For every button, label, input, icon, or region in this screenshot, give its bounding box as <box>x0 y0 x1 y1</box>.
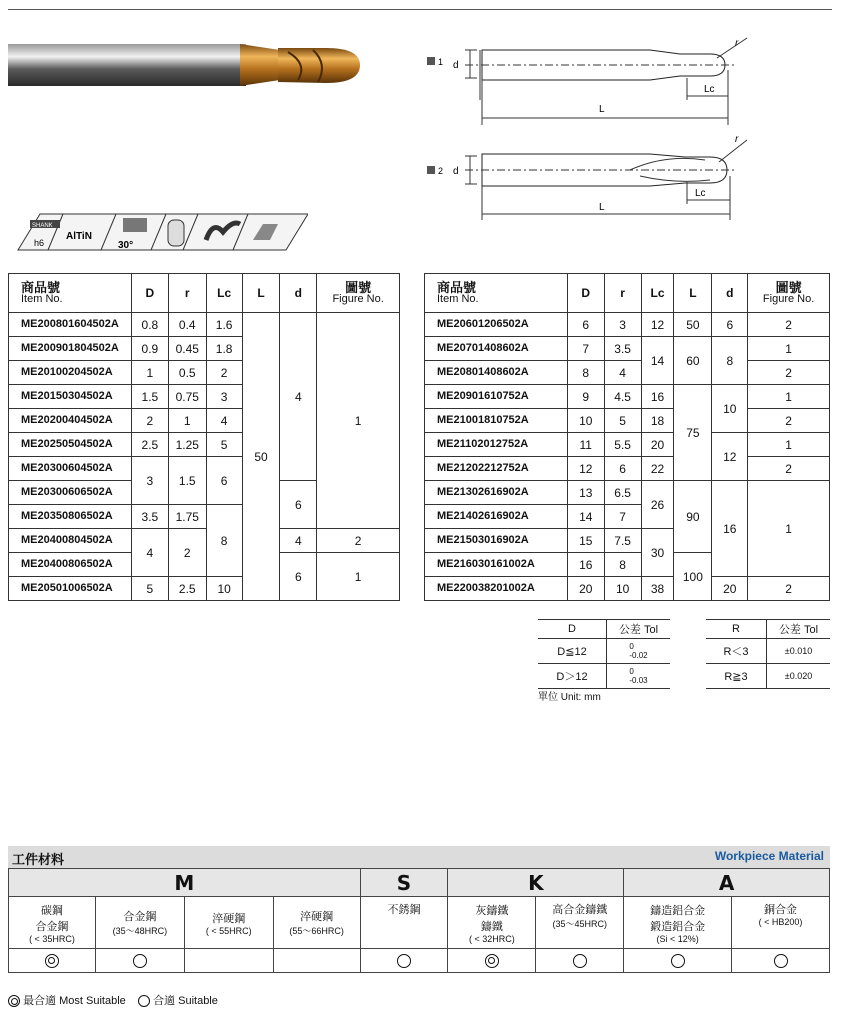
suitability-cell <box>448 949 536 973</box>
tol-D-cond: D＞12 <box>538 664 607 689</box>
fig2-marker <box>427 166 435 174</box>
D-cell: 16 <box>567 553 604 577</box>
D-cell: 3.5 <box>131 505 168 529</box>
d-cell: 6 <box>280 481 317 529</box>
header-item: 商品號 Item No. <box>425 274 568 313</box>
D-cell: 2.5 <box>131 433 168 457</box>
d-cell: 12 <box>712 433 748 481</box>
Lc-cell: 16 <box>641 385 674 409</box>
tol-D-cond: D≦12 <box>538 639 607 664</box>
header-r: r <box>604 274 641 313</box>
tol-R-header2: 公差 Tol <box>767 620 831 639</box>
d-cell: 8 <box>712 337 748 385</box>
h6-label: h6 <box>34 238 45 248</box>
r-cell: 1.75 <box>168 505 206 529</box>
d-cell: 6 <box>712 313 748 337</box>
Lc-cell: 14 <box>641 337 674 385</box>
L-cell: 50 <box>242 313 280 601</box>
D-cell: 1.5 <box>131 385 168 409</box>
tol-R-header: R <box>706 620 767 639</box>
suitability-cell <box>95 949 184 973</box>
L-cell: 50 <box>674 313 712 337</box>
r-cell: 6 <box>604 457 641 481</box>
header-d: d <box>280 274 317 313</box>
item-cell: ME20100204502A <box>9 361 132 385</box>
d-dim-1: d <box>453 60 459 71</box>
group-M: M <box>9 869 361 897</box>
tol-R-cond: R＜3 <box>706 639 767 664</box>
D-cell: 20 <box>567 577 604 601</box>
material-col: 碳鋼 合金鋼 ( < 35HRC) <box>9 897 96 949</box>
material-names-row <box>9 897 830 949</box>
Lc-cell: 18 <box>641 409 674 433</box>
item-cell: ME20400804502A <box>9 529 132 553</box>
angle-label: 30° <box>118 240 134 251</box>
material-col: 淬硬鋼 (55～66HRC) <box>273 897 360 949</box>
header-item: 商品號 Item No. <box>9 274 132 313</box>
material-col: 不銹鋼 <box>360 897 448 949</box>
item-cell: ME20400806502A <box>9 553 132 577</box>
fig-cell: 2 <box>748 457 830 481</box>
item-cell: ME20701408602A <box>425 337 568 361</box>
legend-most: 最合適 Most Suitable <box>23 995 126 1007</box>
D-cell: 10 <box>567 409 604 433</box>
r-cell: 1 <box>168 409 206 433</box>
Lc-cell: 8 <box>206 505 242 577</box>
Lc-dim-1: Lc <box>704 84 715 95</box>
D-cell: 2 <box>131 409 168 433</box>
fig-cell: 2 <box>317 529 400 553</box>
Lc-cell: 10 <box>206 577 242 601</box>
fig-cell: 2 <box>748 313 830 337</box>
fig-cell: 2 <box>748 361 830 385</box>
D-cell: 5 <box>131 577 168 601</box>
material-header <box>8 846 830 868</box>
item-cell: ME20300606502A <box>9 481 132 505</box>
r-cell: 6.5 <box>604 481 641 505</box>
r-cell: 5.5 <box>604 433 641 457</box>
item-cell: ME200801604502A <box>9 313 132 337</box>
tolerance-R-table <box>706 619 830 689</box>
suitability-cell <box>273 949 360 973</box>
material-col: 高合金鑄鐵 (35～45HRC) <box>536 897 624 949</box>
item-cell: ME21503016902A <box>425 529 568 553</box>
material-title-en: Workpiece Material <box>714 849 824 863</box>
L-dim-1: L <box>599 104 605 115</box>
suitable-icon <box>573 954 587 968</box>
fig2-label: 2 <box>438 166 444 176</box>
shank-label: SHANK <box>32 223 53 229</box>
group-S: S <box>360 869 448 897</box>
most-suitable-icon <box>485 954 499 968</box>
Lc-cell: 3 <box>206 385 242 409</box>
D-cell: 15 <box>567 529 604 553</box>
r-dim-2: r <box>735 134 739 145</box>
D-cell: 14 <box>567 505 604 529</box>
r-cell: 10 <box>604 577 641 601</box>
Lc-cell: 22 <box>641 457 674 481</box>
material-title-cn: 工件材料 <box>12 852 65 867</box>
fig-cell: 1 <box>748 433 830 457</box>
d-cell: 20 <box>712 577 748 601</box>
d-cell: 16 <box>712 481 748 577</box>
d-cell: 6 <box>280 553 317 601</box>
item-cell: ME20150304502A <box>9 385 132 409</box>
r-cell: 1.5 <box>168 457 206 505</box>
d-cell: 4 <box>280 313 317 481</box>
L-cell: 75 <box>674 385 712 481</box>
item-cell: ME21402616902A <box>425 505 568 529</box>
D-cell: 0.8 <box>131 313 168 337</box>
r-cell: 2 <box>168 529 206 577</box>
header-fig: 圖號 Figure No. <box>748 274 830 313</box>
fig-cell: 2 <box>748 409 830 433</box>
tolerance-D-table <box>538 619 670 689</box>
suitable-icon <box>138 995 150 1007</box>
item-cell: ME20801408602A <box>425 361 568 385</box>
D-cell: 4 <box>131 529 168 577</box>
tol-R-val: ±0.010 <box>767 639 831 664</box>
fig-cell: 1 <box>317 313 400 529</box>
D-cell: 9 <box>567 385 604 409</box>
angle-icon <box>123 218 147 232</box>
D-cell: 1 <box>131 361 168 385</box>
item-cell: ME21102012752A <box>425 433 568 457</box>
item-cell: ME21202212752A <box>425 457 568 481</box>
item-cell: ME200901804502A <box>9 337 132 361</box>
item-cell: ME20601206502A <box>425 313 568 337</box>
r-cell: 8 <box>604 553 641 577</box>
feature-icons <box>8 210 308 260</box>
tol-R-val: ±0.020 <box>767 664 831 689</box>
Lc-dim-2: Lc <box>695 188 706 199</box>
L-cell: 60 <box>674 337 712 385</box>
r-cell: 3.5 <box>604 337 641 361</box>
item-cell: ME216030161002A <box>425 553 568 577</box>
tol-D-header: D <box>538 620 607 639</box>
suitability-cell <box>624 949 732 973</box>
r-cell: 0.4 <box>168 313 206 337</box>
fig1-label: 1 <box>438 57 444 67</box>
d-dim-2: d <box>453 166 459 177</box>
D-cell: 3 <box>131 457 168 505</box>
D-cell: 13 <box>567 481 604 505</box>
most-suitable-icon <box>45 954 59 968</box>
Lc-cell: 12 <box>641 313 674 337</box>
D-cell: 11 <box>567 433 604 457</box>
suitable-icon <box>774 954 788 968</box>
item-cell: ME20350806502A <box>9 505 132 529</box>
left-spec-table <box>8 273 400 601</box>
item-cell: ME20300604502A <box>9 457 132 481</box>
r-cell: 3 <box>604 313 641 337</box>
D-cell: 12 <box>567 457 604 481</box>
r-cell: 1.25 <box>168 433 206 457</box>
r-cell: 0.75 <box>168 385 206 409</box>
Lc-cell: 1.6 <box>206 313 242 337</box>
suitability-cell <box>184 949 273 973</box>
Lc-cell: 6 <box>206 457 242 505</box>
Lc-cell: 1.8 <box>206 337 242 361</box>
group-K: K <box>448 869 624 897</box>
most-suitable-icon <box>8 995 20 1007</box>
L-cell: 100 <box>674 553 712 601</box>
suitability-cell <box>732 949 830 973</box>
tol-D-header2: 公差 Tol <box>607 620 671 639</box>
item-cell: ME20501006502A <box>9 577 132 601</box>
item-cell: ME20200404502A <box>9 409 132 433</box>
tool-drawing <box>425 30 755 220</box>
item-cell: ME21302616902A <box>425 481 568 505</box>
suitability-cell <box>9 949 96 973</box>
item-cell: ME220038201002A <box>425 577 568 601</box>
item-cell: ME20250504502A <box>9 433 132 457</box>
Lc-cell: 38 <box>641 577 674 601</box>
Lc-cell: 26 <box>641 481 674 529</box>
material-col: 合金鋼 (35～48HRC) <box>95 897 184 949</box>
Lc-cell: 20 <box>641 433 674 457</box>
tol-D-val: 0 -0.03 <box>607 664 671 689</box>
Lc-cell: 30 <box>641 529 674 577</box>
header-L: L <box>674 274 712 313</box>
coating-label: AlTiN <box>66 231 92 242</box>
D-cell: 6 <box>567 313 604 337</box>
r-cell: 7.5 <box>604 529 641 553</box>
top-rule <box>8 9 832 10</box>
fig-cell: 2 <box>748 577 830 601</box>
L-dim-2: L <box>599 202 605 213</box>
fig-cell: 1 <box>748 337 830 361</box>
suitable-icon <box>671 954 685 968</box>
suitability-cell <box>360 949 448 973</box>
suitability-row <box>9 949 830 973</box>
Lc-cell: 2 <box>206 361 242 385</box>
material-col: 淬硬鋼 ( < 55HRC) <box>184 897 273 949</box>
suitability-cell <box>536 949 624 973</box>
header-L: L <box>242 274 280 313</box>
r-cell: 7 <box>604 505 641 529</box>
group-A: A <box>624 869 830 897</box>
fig-cell: 1 <box>317 553 400 601</box>
L-cell: 90 <box>674 481 712 553</box>
header-D: D <box>567 274 604 313</box>
d-cell: 4 <box>280 529 317 553</box>
suitable-icon <box>133 954 147 968</box>
r-cell: 0.45 <box>168 337 206 361</box>
d-cell: 10 <box>712 385 748 433</box>
unit-note: 單位 Unit: mm <box>538 692 601 703</box>
fig-cell: 1 <box>748 385 830 409</box>
header-r: r <box>168 274 206 313</box>
ball-nose-icon <box>168 220 184 246</box>
suitable-icon <box>397 954 411 968</box>
material-col: 鑄造鋁合金 鍛造鋁合金 (Si < 12%) <box>624 897 732 949</box>
r-cell: 0.5 <box>168 361 206 385</box>
header-Lc: Lc <box>206 274 242 313</box>
D-cell: 8 <box>567 361 604 385</box>
tool-photo <box>8 36 360 108</box>
material-col: 銅合金 ( < HB200) <box>732 897 830 949</box>
header-D: D <box>131 274 168 313</box>
r-cell: 4.5 <box>604 385 641 409</box>
item-cell: ME21001810752A <box>425 409 568 433</box>
legend <box>8 992 218 1008</box>
r-dim-1: r <box>735 38 739 49</box>
r-cell: 2.5 <box>168 577 206 601</box>
D-cell: 0.9 <box>131 337 168 361</box>
right-spec-table <box>424 273 830 601</box>
material-col: 灰鑄鐵 鑄鐵 ( < 32HRC) <box>448 897 536 949</box>
Lc-cell: 4 <box>206 409 242 433</box>
fig-cell: 1 <box>748 481 830 577</box>
r-cell: 5 <box>604 409 641 433</box>
tol-D-val: 0 -0.02 <box>607 639 671 664</box>
header-d: d <box>712 274 748 313</box>
tol-R-cond: R≧3 <box>706 664 767 689</box>
material-table <box>8 868 830 973</box>
item-cell: ME20901610752A <box>425 385 568 409</box>
Lc-cell: 5 <box>206 433 242 457</box>
fig1-marker <box>427 57 435 65</box>
header-Lc: Lc <box>641 274 674 313</box>
legend-suitable: 合適 Suitable <box>153 995 218 1007</box>
header-fig: 圖號 Figure No. <box>317 274 400 313</box>
D-cell: 7 <box>567 337 604 361</box>
r-cell: 4 <box>604 361 641 385</box>
